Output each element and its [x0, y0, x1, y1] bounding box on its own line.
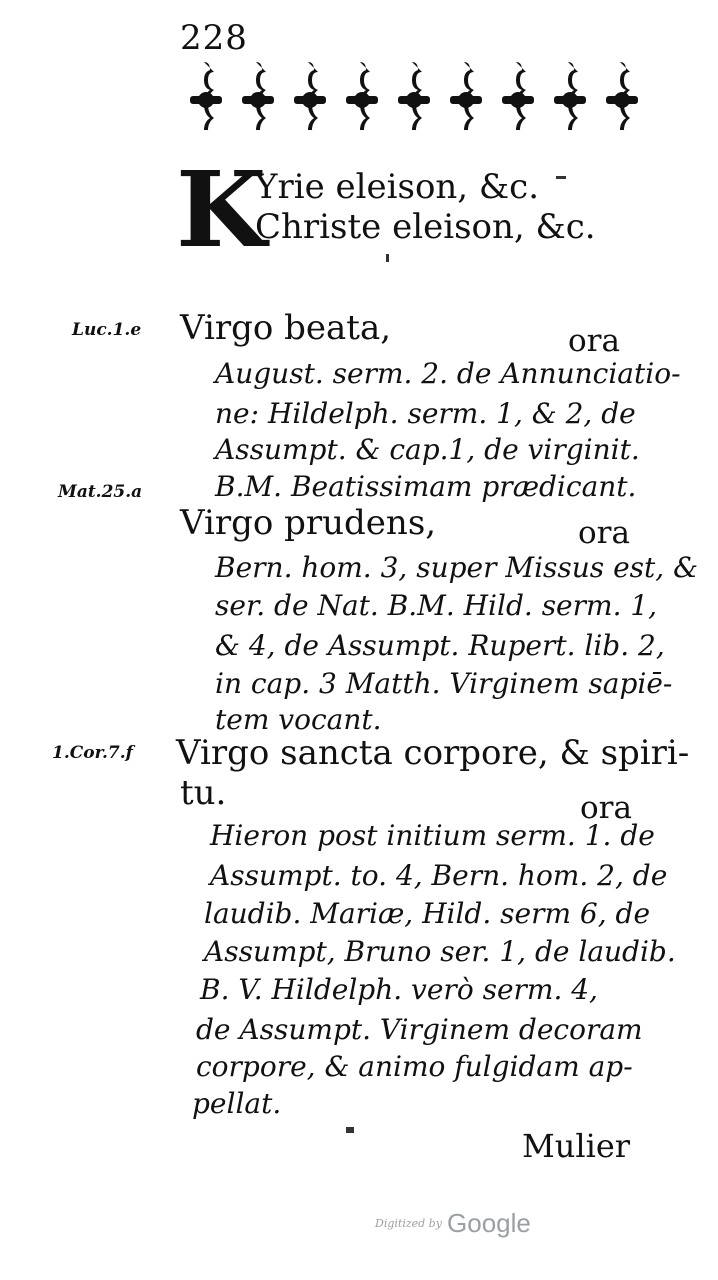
citation-line: ser. de Nat. B.M. Hild. serm. 1, — [215, 589, 658, 622]
digitization-watermark — [375, 1208, 531, 1239]
drop-cap: K — [176, 148, 267, 271]
christe-line: Christe eleison, &c. — [255, 207, 596, 247]
margin-reference: Luc.1.e — [72, 320, 142, 340]
response-ora: ora — [578, 515, 630, 551]
kyrie-line: Yrie eleison, &c. — [255, 167, 540, 207]
ink-speck — [346, 1127, 354, 1133]
citation-line: in cap. 3 Matth. Virginem sapiē- — [215, 667, 673, 700]
citation-line: Bern. hom. 3, super Missus est, & — [215, 551, 698, 584]
citation-line: corpore, & animo fulgidam ap- — [196, 1050, 633, 1083]
citation-line: Assumpt. & cap.1, de virginit. — [215, 433, 640, 466]
response-ora: ora — [568, 323, 620, 359]
citation-line: & 4, de Assumpt. Rupert. lib. 2, — [215, 629, 665, 662]
citation-line: pellat. — [192, 1087, 282, 1120]
catchword: Mulier — [522, 1127, 631, 1165]
invocation-line-continued: tu. — [180, 773, 227, 813]
response-ora: ora — [580, 790, 632, 826]
citation-line: Assumpt, Bruno ser. 1, de laudib. — [204, 935, 676, 968]
citation-line: laudib. Mariæ, Hild. serm 6, de — [204, 897, 651, 930]
citation-line: de Assumpt. Virginem decoram — [196, 1013, 643, 1046]
watermark-prefix: Digitized by — [375, 1217, 442, 1230]
invocation-line: Virgo sancta corpore, & spiri- — [176, 733, 690, 773]
citation-line: tem vocant. — [215, 703, 382, 736]
citation-line: August. serm. 2. de Annunciatio- — [215, 357, 681, 390]
ink-speck — [386, 254, 389, 262]
citation-line: B. V. Hildelph. verò serm. 4, — [200, 973, 598, 1006]
citation-line: Hieron post initium serm. 1. de — [210, 819, 655, 852]
margin-reference: 1.Cor.7.f — [52, 743, 133, 763]
ink-speck — [556, 176, 566, 179]
citation-line: ne: Hildelph. serm. 1, & 2, de — [215, 397, 636, 430]
citation-line: Assumpt. to. 4, Bern. hom. 2, de — [210, 859, 668, 892]
fleuron-border-ornament — [170, 58, 650, 138]
citation-line: B.M. Beatissimam prædicant. — [215, 470, 637, 503]
page-number: 228 — [180, 18, 248, 58]
invocation-line: Virgo prudens, — [180, 503, 437, 543]
margin-reference: Mat.25.a — [58, 482, 143, 502]
watermark-brand: Google — [447, 1208, 531, 1238]
invocation-line: Virgo beata, — [180, 308, 392, 348]
